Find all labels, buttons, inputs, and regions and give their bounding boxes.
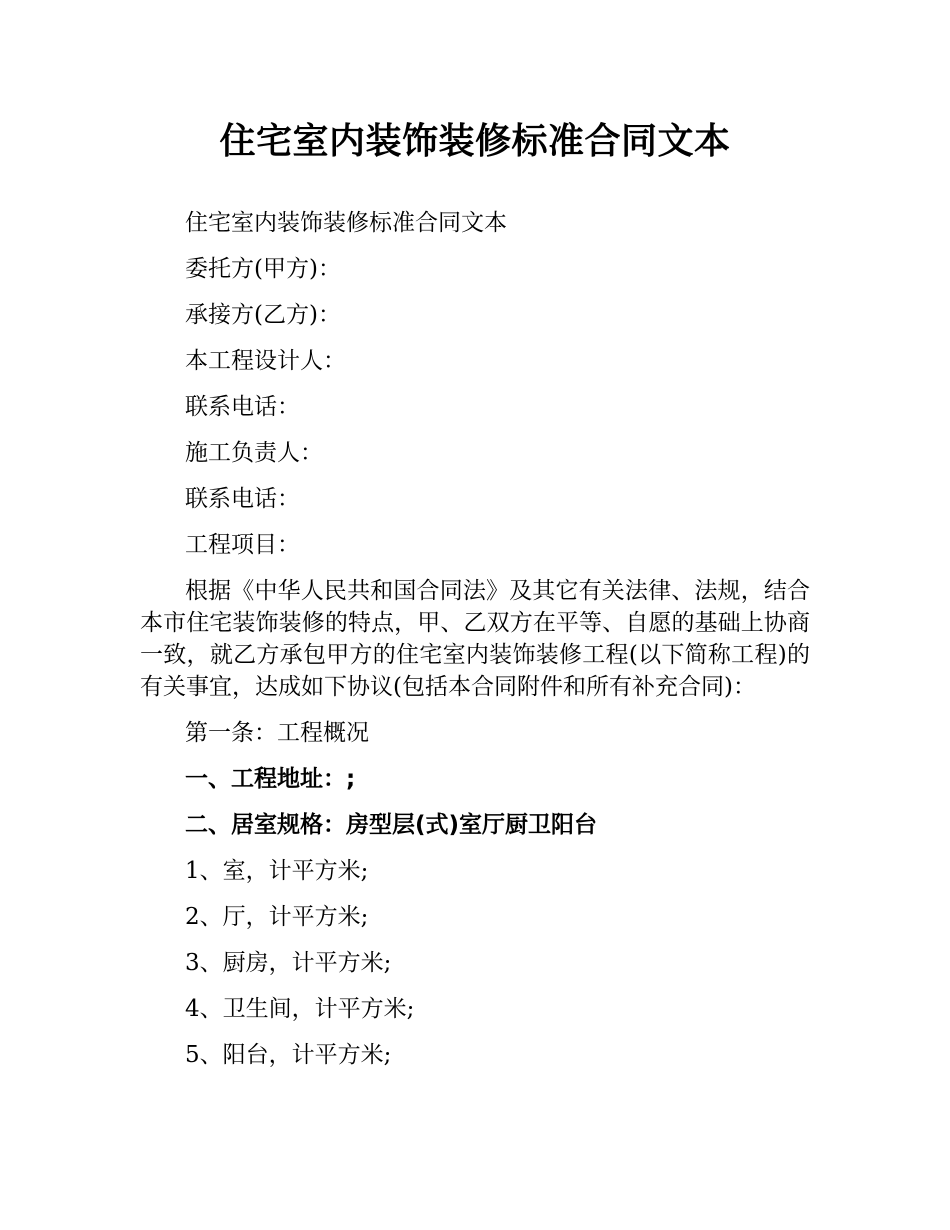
room-item-hall: 2、厅，计平方米; [185,904,369,930]
section-room-spec: 二、居室规格：房型层(式)室厅厨卫阳台 [185,812,598,838]
project-line: 工程项目： [185,532,300,558]
party-b-line: 承接方(乙方)： [185,302,341,328]
article-1-heading: 第一条：工程概况 [185,720,369,746]
document-body [140,200,810,1078]
document-title: 住宅室内装饰装修标准合同文本 [219,121,731,162]
section-address: 一、工程地址：; [185,766,356,792]
designer-line: 本工程设计人： [185,348,346,374]
room-item-balcony: 5、阳台，计平方米; [185,1042,392,1068]
party-a-line: 委托方(甲方)： [185,256,341,282]
room-item-bathroom: 4、卫生间，计平方米; [185,996,415,1022]
room-item-bedroom: 1、室，计平方米; [185,858,369,884]
preamble-paragraph: 根据《中华人民共和国合同法》及其它有关法律、法规，结合本市住宅装饰装修的特点，甲、乙双方在平等、自愿的基础上协商一致，就乙方承包甲方的住宅室内装饰装修工程(以下简称工程)的有关事宜，达成如下协议(包括本合同附件和所有补充合同)： [140,578,810,700]
subtitle-line: 住宅室内装饰装修标准合同文本 [185,210,507,236]
manager-phone-line: 联系电话： [185,486,300,512]
construction-manager-line: 施工负责人： [185,440,323,466]
room-item-kitchen: 3、厨房，计平方米; [185,950,392,976]
designer-phone-line: 联系电话： [185,394,300,420]
